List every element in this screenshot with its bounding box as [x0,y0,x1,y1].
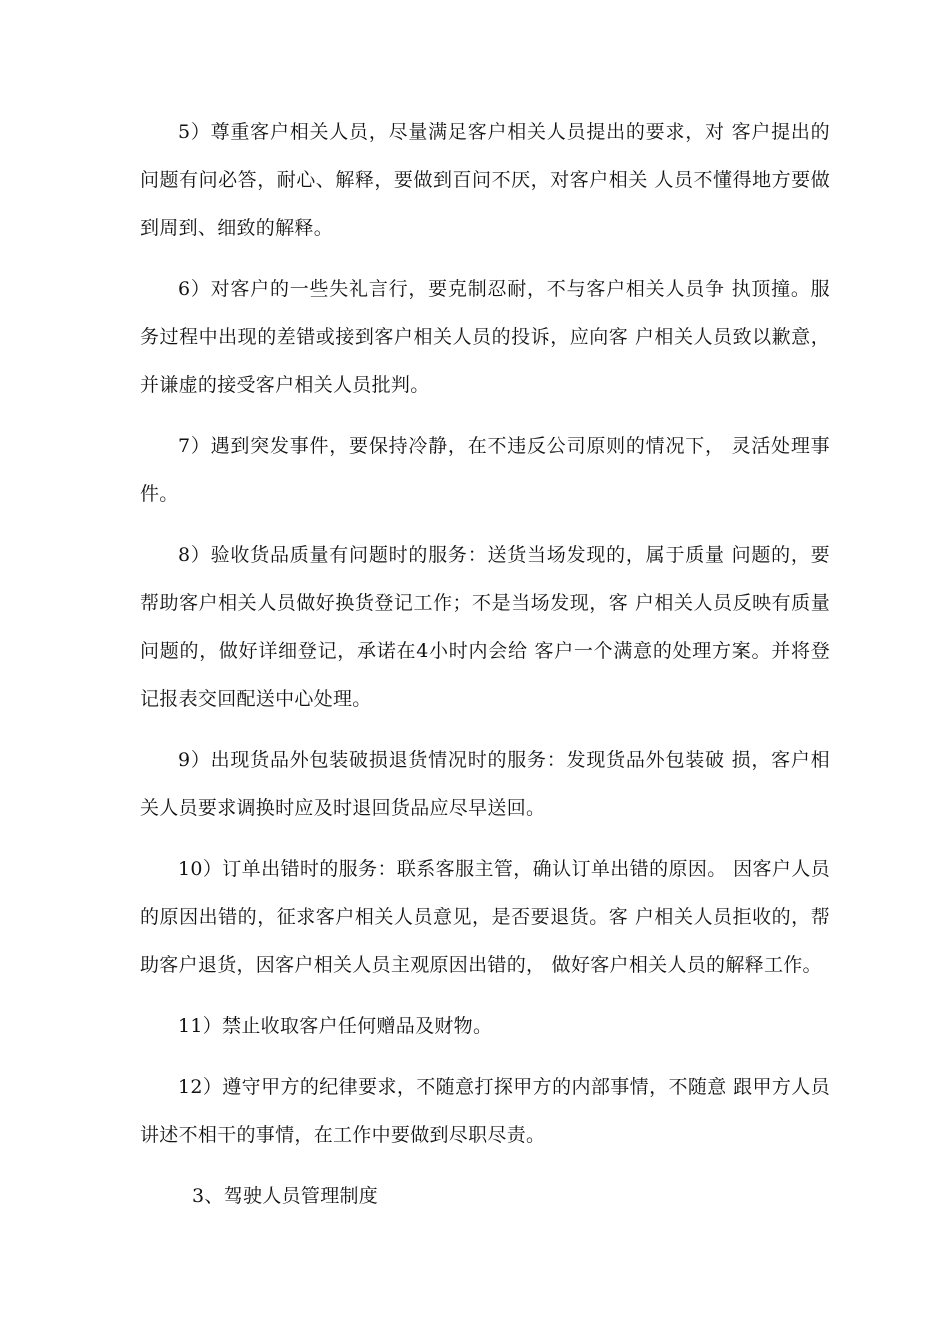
paragraph-11: 11）禁止收取客户任何赠品及财物。 [178,1015,493,1037]
paragraph-10: 10）订单出错时的服务：联系客服主管，确认订单出错的原因。 因客户人员的原因出错的，征求客户相关人员意见，是否要退货。客 户相关人员拒收的，帮助客户退货，因客户相关人员主观原因出错的， 做好客户相关人员的解释工作。 [140,858,830,976]
paragraph-5: 5）尊重客户相关人员，尽量满足客户相关人员提出的要求，对 客户提出的问题有问必答，耐心、解释，要做到百问不厌，对客户相关 人员不懂得地方要做到周到、细致的解释。 [140,121,830,239]
document-page [140,108,830,1220]
paragraph-7: 7）遇到突发事件，要保持冷静，在不违反公司原则的情况下， 灵活处理事件。 [140,435,830,505]
paragraph-9: 9）出现货品外包装破损退货情况时的服务：发现货品外包装破 损，客户相关人员要求调换时应及时退回货品应尽早送回。 [140,749,830,819]
section-heading: 3、驾驶人员管理制度 [192,1185,379,1207]
paragraph-12: 12）遵守甲方的纪律要求，不随意打探甲方的内部事情，不随意 跟甲方人员讲述不相干的事情，在工作中要做到尽职尽责。 [140,1076,830,1146]
paragraph-6: 6）对客户的一些失礼言行，要克制忍耐，不与客户相关人员争 执顶撞。服务过程中出现的差错或接到客户相关人员的投诉，应向客 户相关人员致以歉意，并谦虚的接受客户相关人员批判。 [140,278,830,396]
paragraph-8: 8）验收货品质量有问题时的服务：送货当场发现的，属于质量 问题的，要帮助客户相关人员做好换货登记工作；不是当场发现，客 户相关人员反映有质量问题的，做好详细登记，承诺在4小时内会给 客户一个满意的处理方案。并将登记报表交回配送中心处理。 [140,544,830,710]
